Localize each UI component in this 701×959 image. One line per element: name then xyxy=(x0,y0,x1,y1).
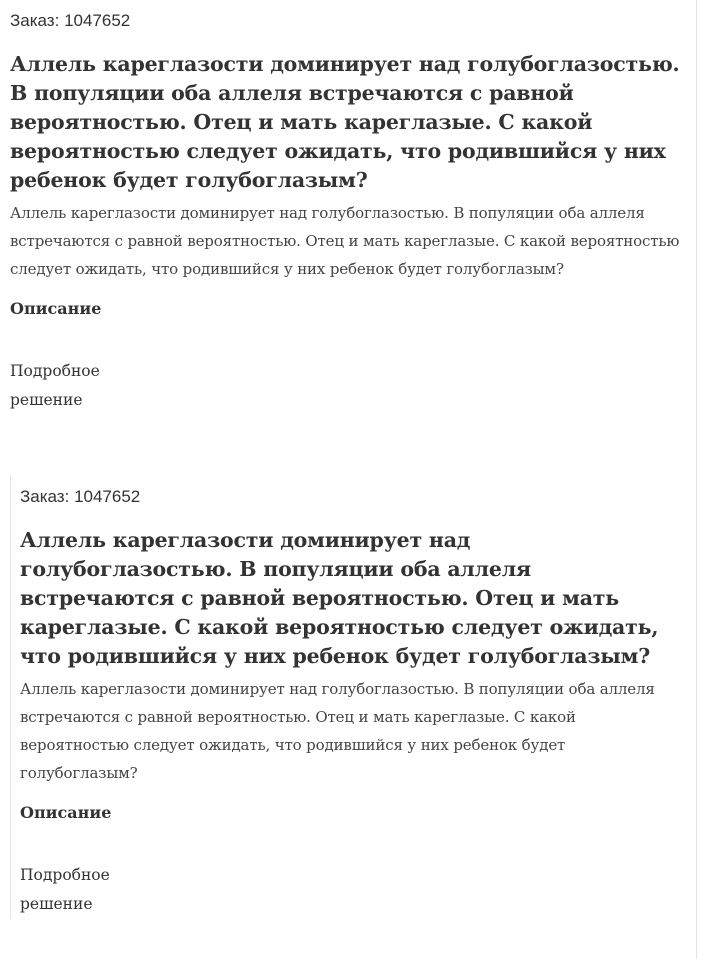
order-number: 1047652 xyxy=(74,487,141,506)
task-card xyxy=(0,0,697,415)
detailed-solution-link[interactable]: Подробное решение xyxy=(10,362,100,409)
description-heading: Описание xyxy=(20,803,112,822)
order-line xyxy=(10,10,687,32)
task-card-duplicate xyxy=(10,476,697,919)
order-number: 1047652 xyxy=(64,11,131,30)
task-title: Аллель кареглазости доминирует над голубоглазостью. В популяции оба аллеля встречаются с равной вероятностью. Отец и мать кареглазые. С какой вероятностью следует ожидать, что родившийся у них ребенок будет голубоглазым? xyxy=(10,52,680,192)
task-text: Аллель кареглазости доминирует над голубоглазостью. В популяции оба аллеля встречаются с равной вероятностью. Отец и мать кареглазые. С какой вероятностью следует ожидать, что родившийся у них ребенок будет голубоглазым? xyxy=(10,204,680,278)
detailed-solution-link[interactable]: Подробное решение xyxy=(20,866,110,913)
task-title: Аллель кареглазости доминирует над голубоглазостью. В популяции оба аллеля встречаются с равной вероятностью. Отец и мать кареглазые. С какой вероятностью следует ожидать, что родившийся у них ребенок будет голубоглазым? xyxy=(20,528,659,668)
task-text: Аллель кареглазости доминирует над голубоглазостью. В популяции оба аллеля встречаются с равной вероятностью. Отец и мать кареглазые. С какой вероятностью следует ожидать, что родившийся у них ребенок будет голубоглазым? xyxy=(20,680,655,782)
order-line xyxy=(20,486,687,508)
order-label: Заказ: xyxy=(10,11,60,30)
order-label: Заказ: xyxy=(20,487,70,506)
description-heading: Описание xyxy=(10,299,102,318)
